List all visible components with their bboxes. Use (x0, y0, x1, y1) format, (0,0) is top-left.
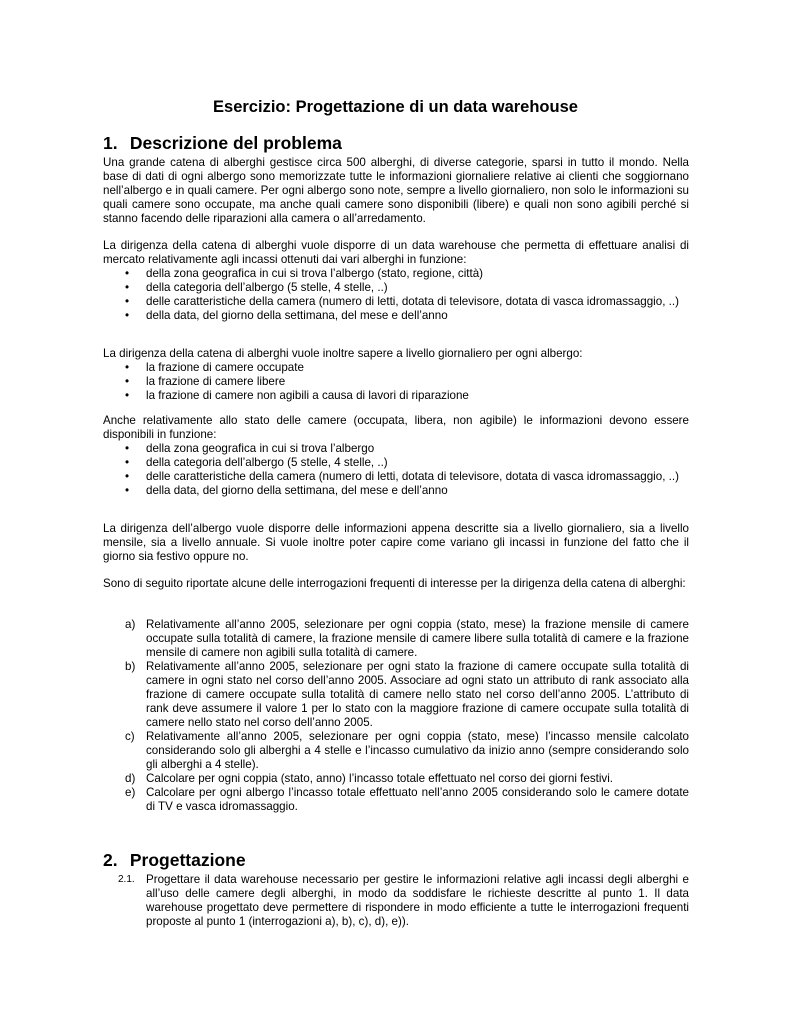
query-item: c) Relativamente all’anno 2005, selezionare per ogni coppia (stato, mese) l’incasso mensile calcolato considerando solo gli alberghi a 4 stelle e l’incasso cumulativo da inizio anno (sempre considerando solo gli alberghi a 4 stelle). (125, 730, 689, 771)
queries-list-container (103, 618, 689, 814)
paragraph-granularity: La dirigenza dell’albergo vuole disporre delle informazioni appena descritte sia a livello giornaliero, sia a livello mensile, sia a livello annuale. Si vuole inoltre poter capire come variano gli incassi in funzione del fatto che il giorno sia festivo oppure no. (103, 522, 689, 563)
list-item: • della data, del giorno della settimana, del mese e dell’anno (125, 309, 448, 322)
query-label: a) (125, 618, 136, 631)
section-heading-2 (103, 850, 246, 871)
query-label: e) (125, 786, 136, 799)
section-title: Descrizione del problema (129, 133, 342, 153)
list-item: • della zona geografica in cui si trova l’albergo (125, 442, 375, 455)
dimension-list (103, 267, 689, 323)
paragraph-queries-intro: Sono di seguito riportate alcune delle interrogazioni frequenti di interesse per la dirigenza della catena di alberghi: (103, 577, 686, 590)
room-fraction-list (103, 361, 689, 403)
section-title: Progettazione (129, 850, 246, 870)
queries-list (103, 618, 689, 814)
paragraph-daily-info: La dirigenza della catena di alberghi vuole inoltre sapere a livello giornaliero per ogni albergo: • la frazione di camere occupate • la frazione di camere libere • la frazione di camere non agibili a causa di lavori di riparazione (103, 347, 689, 403)
bullet-icon: • (125, 389, 130, 402)
bullet-icon: • (125, 295, 130, 308)
design-task-item (118, 873, 689, 929)
bullet-icon: • (125, 309, 130, 322)
bullet-icon: • (125, 361, 130, 374)
list-item: • delle caratteristiche della camera (numero di letti, dotata di televisore, dotata di vasca idromassaggio, ..) (125, 295, 679, 308)
bullet-icon: • (125, 484, 130, 497)
task-text: Progettare il data warehouse necessario per gestire le informazioni relative agli incassi degli alberghi e all’uso delle camere degli alberghi, in modo da soddisfare le richieste descritte al punto 1. Il data warehouse progettato deve permettere di rispondere in modo efficiente a tutte le interrogazioni frequenti proposte al punto 1 (interrogazioni a), b), c), d), e)). (146, 873, 689, 928)
paragraph-room-status: Anche relativamente allo stato delle camere (occupata, libera, non agibile) le informazioni devono essere disponibili in funzione: • della zona geografica in cui si trova l’albergo • della categoria dell’albergo (5 stelle, 4 stelle, ..) • delle caratteristiche della camera (numero di letti, dotata di televisore, dotata di vasca idromassaggio, ..) • della data, del giorno della settimana, del mese e dell’anno (103, 414, 689, 497)
query-item: a) Relativamente all’anno 2005, selezionare per ogni coppia (stato, mese) la frazione mensile di camere occupate sulla totalità di camere, la frazione mensile di camere libere sulla totalità di camere e la frazione mensile di camere non agibili sulla totalità di camere. (125, 618, 689, 659)
bullet-icon: • (125, 442, 130, 455)
section-number: 1. (103, 133, 118, 153)
list-item: • delle caratteristiche della camera (numero di letti, dotata di televisore, dotata di vasca idromassaggio, ..) (125, 470, 679, 483)
section-number: 2. (103, 850, 118, 870)
list-item: • la frazione di camere non agibili a causa di lavori di riparazione (125, 389, 469, 402)
document-title: Esercizio: Progettazione di un data warehouse (213, 98, 578, 116)
query-label: c) (125, 730, 135, 743)
bullet-icon: • (125, 267, 130, 280)
section-heading-1 (103, 133, 342, 154)
query-item: d) Calcolare per ogni coppia (stato, anno) l’incasso totale effettuato nel corso dei giorni festivi. (125, 772, 614, 785)
bullet-icon: • (125, 281, 130, 294)
list-item: • della categoria dell’albergo (5 stelle, 4 stelle, ..) (125, 456, 388, 469)
task-label: 2.1. (118, 874, 135, 885)
list-item: • la frazione di camere libere (125, 375, 286, 388)
paragraph-intro: Una grande catena di alberghi gestisce circa 500 alberghi, di diverse categorie, sparsi in tutto il mondo. Nella base di dati di ogni albergo sono memorizzate tutte le informazioni giornaliere relative ai clienti che soggiornano nell’albergo e in quali camere. Per ogni albergo sono note, sempre a livello giornaliero, non solo le informazioni su quali camere sono occupate, ma anche quali camere sono disponibili (libere) e quali non sono agibili perché si stanno facendo delle riparazioni alla camera o all’arredamento. (103, 156, 689, 225)
status-dimension-list (103, 442, 689, 498)
bullet-icon: • (125, 375, 130, 388)
paragraph-analysis: La dirigenza della catena di alberghi vuole disporre di un data warehouse che permetta di effettuare analisi di mercato relativamente agli incassi ottenuti dai vari alberghi in funzione: • della zona geografica in cui si trova l’albergo (stato, regione, città) • della categoria dell’albergo (5 stelle, 4 stelle, ..) • delle caratteristiche della camera (numero di letti, dotata di televisore, dotata di vasca idromassaggio, ..) • della data, del giorno della settimana, del mese e dell’anno (103, 239, 689, 322)
bullet-icon: • (125, 470, 130, 483)
bullet-icon: • (125, 456, 130, 469)
query-item: b) Relativamente all’anno 2005, selezionare per ogni stato la frazione di camere occupate sulla totalità di camere in ogni stato nel corso dell’anno 2005. Associare ad ogni stato un attributo di rank associato alla frazione di camere occupate sulla totalità di camere nello stato nel corso dell’anno 2005. L’attributo di rank deve assumere il valore 1 per lo stato con la maggiore frazione di camere occupate sulla totalità di camere nello stato nel corso dell’anno 2005. (125, 660, 689, 729)
query-label: b) (125, 660, 136, 673)
query-item: e) Calcolare per ogni albergo l’incasso totale effettuato nell’anno 2005 considerando solo le camere dotate di TV e vasca idromassaggio. (125, 786, 689, 813)
list-item: • della data, del giorno della settimana, del mese e dell’anno (125, 484, 448, 497)
query-label: d) (125, 772, 136, 785)
list-item: • della categoria dell’albergo (5 stelle, 4 stelle, ..) (125, 281, 388, 294)
list-item: • della zona geografica in cui si trova l’albergo (stato, regione, città) (125, 267, 484, 280)
list-item: • la frazione di camere occupate (125, 361, 304, 374)
